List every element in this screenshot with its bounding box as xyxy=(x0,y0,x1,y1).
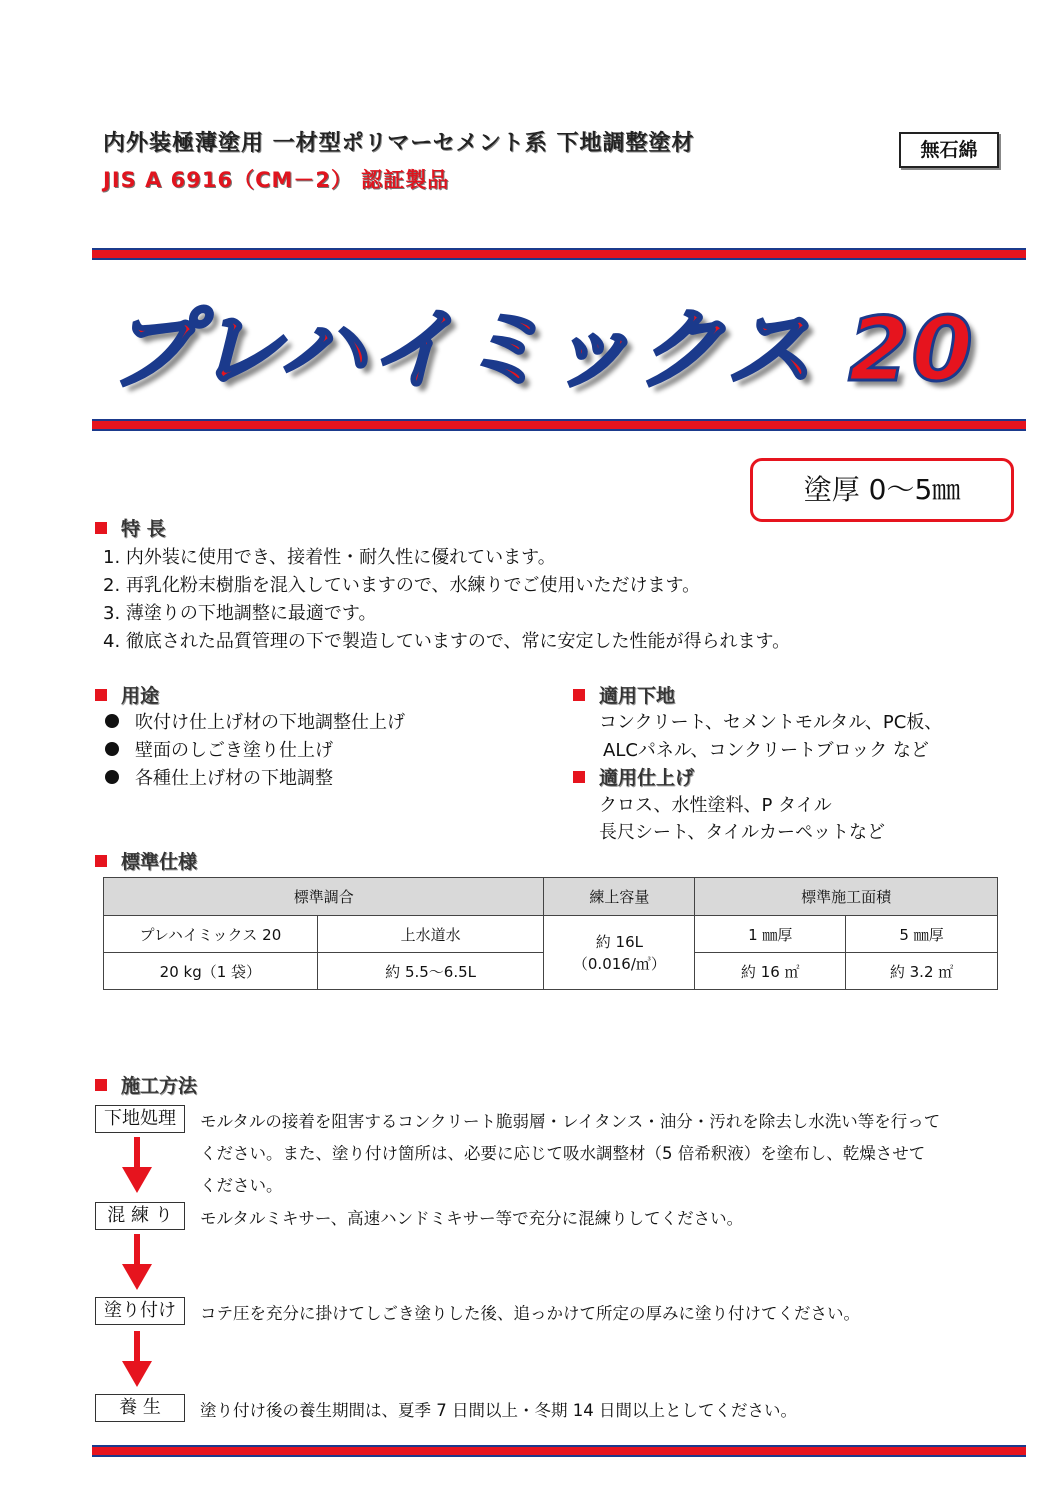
usage-item-2: 壁面のしごき塗り仕上げ xyxy=(105,736,333,762)
feature-item-4: 4. 徹底された品質管理の下で製造していますので、常に安定した性能が得られます。 xyxy=(103,631,791,652)
spec-water: 上水道水 xyxy=(317,916,544,953)
spec-area-5mm: 約 3.2 ㎡ xyxy=(846,953,998,990)
top-title-band xyxy=(92,248,1026,260)
substrate-line-1: コンクリート、セメントモルタル、PC板、 xyxy=(599,712,943,733)
finish-line-2: 長尺シート、タイルカーペットなど xyxy=(599,822,886,843)
bottom-title-band xyxy=(92,419,1026,431)
step-desc-prep-1: モルタルの接着を阻害するコンクリート脆弱層・レイタンス・油分・汚れを除去し水洗い等を行って xyxy=(200,1112,941,1131)
feature-item-3: 3. 薄塗りの下地調整に最適です。 xyxy=(103,603,377,624)
step-desc-cure: 塗り付け後の養生期間は、夏季 7 日間以上・冬期 14 日間以上としてください。 xyxy=(200,1401,797,1420)
method-heading: 施工方法 xyxy=(95,1071,197,1098)
spec-header-volume: 練上容量 xyxy=(544,878,695,916)
bullet-icon xyxy=(105,742,119,756)
arrow-down-icon xyxy=(122,1331,152,1387)
spec-volume: 約 16L （0.016/㎥） xyxy=(544,916,695,990)
product-subtitle: 内外装極薄塗用 一材型ポリマーセメント系 下地調整塗材 xyxy=(103,131,695,156)
square-bullet-icon xyxy=(95,855,107,867)
substrate-heading: 適用下地 xyxy=(573,681,675,708)
square-bullet-icon xyxy=(95,522,107,534)
usage-item-3: 各種仕上げ材の下地調整 xyxy=(105,764,333,790)
features-heading: 特 長 xyxy=(95,514,166,541)
step-desc-apply: コテ圧を充分に掛けてしごき塗りした後、追っかけて所定の厚みに塗り付けてください。 xyxy=(200,1304,860,1323)
square-bullet-icon xyxy=(95,1079,107,1091)
product-title: プレハイミックス 20 xyxy=(108,298,975,401)
spec-header-area: 標準施工面積 xyxy=(695,878,998,916)
feature-item-1: 1. 内外装に使用でき、接着性・耐久性に優れています。 xyxy=(103,547,556,568)
spec-header-mix: 標準調合 xyxy=(104,878,544,916)
square-bullet-icon xyxy=(95,689,107,701)
thickness-box: 塗厚 0～5㎜ xyxy=(750,458,1014,522)
finish-line-1: クロス、水性塗料、P タイル xyxy=(599,795,832,816)
spec-thick-1mm: 1 ㎜厚 xyxy=(695,916,846,953)
spec-heading: 標準仕様 xyxy=(95,847,197,874)
spec-water-amount: 約 5.5～6.5L xyxy=(317,953,544,990)
step-label-apply: 塗り付け xyxy=(95,1297,185,1325)
step-label-prep: 下地処理 xyxy=(95,1105,185,1133)
square-bullet-icon xyxy=(573,689,585,701)
arrow-down-icon xyxy=(122,1137,152,1193)
step-desc-prep-3: ください。 xyxy=(200,1176,283,1195)
bullet-icon xyxy=(105,714,119,728)
usage-item-1: 吹付け仕上げ材の下地調整仕上げ xyxy=(105,708,405,734)
spec-thick-5mm: 5 ㎜厚 xyxy=(846,916,998,953)
footer-band xyxy=(92,1445,1026,1457)
step-desc-prep-2: ください。また、塗り付け箇所は、必要に応じて吸水調整材（5 倍希釈液）を塗布し、乾燥させて xyxy=(200,1144,926,1163)
feature-item-2: 2. 再乳化粉末樹脂を混入していますので、水練りでご使用いただけます。 xyxy=(103,575,701,596)
step-desc-mix: モルタルミキサー、高速ハンドミキサー等で充分に混練りしてください。 xyxy=(200,1209,744,1228)
arrow-down-icon xyxy=(122,1234,152,1290)
spec-table xyxy=(103,877,998,990)
spec-product-name: プレハイミックス 20 xyxy=(104,916,318,953)
spec-weight: 20 kg（1 袋） xyxy=(104,953,318,990)
substrate-line-2: ALCパネル、コンクリートブロック など xyxy=(603,740,929,761)
bullet-icon xyxy=(105,770,119,784)
usage-heading: 用途 xyxy=(95,681,159,708)
finish-heading: 適用仕上げ xyxy=(573,763,694,790)
jis-certification: JIS A 6916（CM－2） 認証製品 xyxy=(103,168,450,192)
step-label-cure: 養 生 xyxy=(95,1394,185,1422)
asbestos-free-badge: 無石綿 xyxy=(899,132,999,168)
spec-area-1mm: 約 16 ㎡ xyxy=(695,953,846,990)
square-bullet-icon xyxy=(573,771,585,783)
step-label-mix: 混 練 り xyxy=(95,1202,185,1230)
